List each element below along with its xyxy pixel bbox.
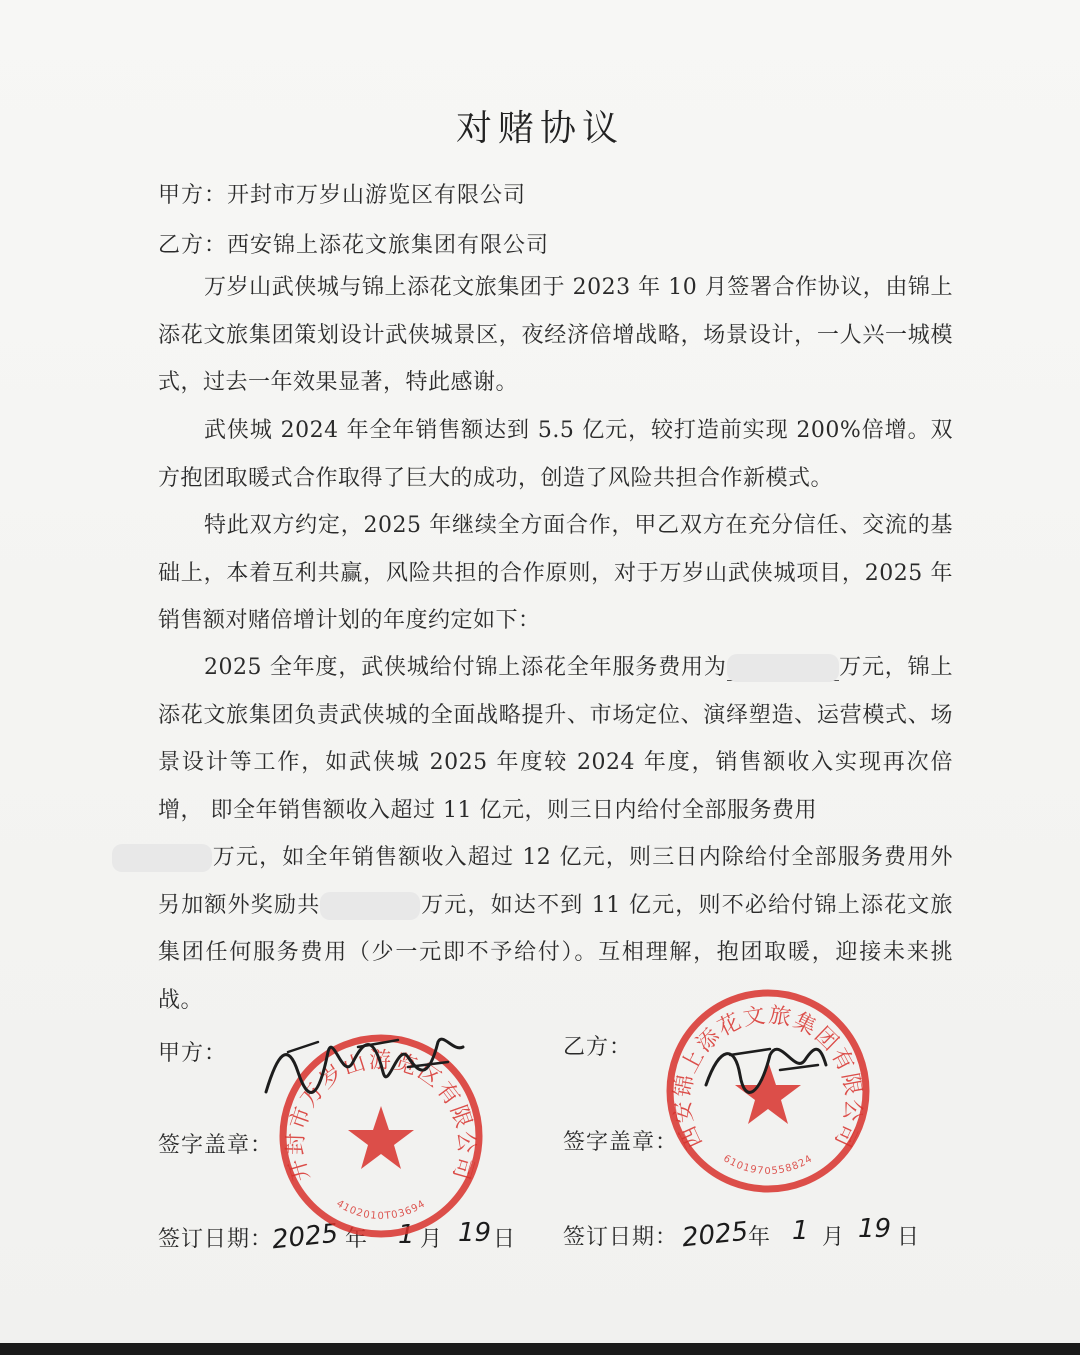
date-a-year-unit: 年 [345, 1227, 369, 1252]
party-b-line: 乙方：西安锦上添花文旅集团有限公司 [158, 233, 550, 258]
seal-a-star-icon [348, 1106, 414, 1169]
svg-text:6101970558824 [721, 1153, 815, 1177]
paragraph-4-part-b: 万元，锦上添花文旅集团负责武侠城的全面战略提升、市场定位、演绎塑造、运营模式、场景设计等工作，如武侠城 2025 年度较 2024 年度，销售额收入实现再次倍增， 即全年销售额收入超过 11 亿元，则三日内给付全部服务费用 [158, 655, 953, 823]
date-a-year: 2025 [270, 1218, 340, 1256]
party-a-handwritten-signature [258, 1012, 468, 1112]
date-b-month: 1 [792, 1216, 809, 1246]
date-a-day-unit: 日 [493, 1227, 517, 1252]
screen-bottom-bar [0, 1343, 1080, 1355]
party-b-handwritten-signature [700, 1025, 830, 1105]
redacted-amount-2 [112, 844, 212, 872]
paragraph-3: 特此双方约定，2025 年继续全方面合作，甲乙双方在充分信任、交流的基础上，本着互利共赢，风险共担的合作原则，对于万岁山武侠城项目，2025 年销售额对赌倍增计划的年度约定如下： [158, 513, 953, 633]
redacted-amount-1 [727, 655, 839, 681]
date-b-day: 19 [858, 1214, 892, 1244]
date-a-month-unit: 月 [420, 1227, 444, 1252]
date-b-year: 2025 [680, 1216, 750, 1254]
seal-b-code: 6101970558824 [721, 1153, 815, 1177]
party-a-date-label: 签订日期： [158, 1227, 274, 1252]
paragraph-4-part-d: 万元，如达不到 11 亿元，则不必给付锦上添花文旅集团任何服务费用（少一元即不予给付）。互相理解，抱团取暖，迎接未来挑战。 [158, 892, 953, 1013]
paragraph-4-part-c: 万元，如全年销售额收入超过 12 亿元，则三日内除给付全部服务费用外另加额外奖励共 [158, 845, 953, 918]
seal-a-text: 开封市万岁山游览区有限公司 [283, 1048, 479, 1184]
party-a-line: 甲方：开封市万岁山游览区有限公司 [158, 183, 527, 208]
paragraph-1: 万岁山武侠城与锦上添花文旅集团于 2023 年 10 月签署合作协议，由锦上添花文旅集团策划设计武侠城景区，夜经济倍增战略，场景设计，一人兴一城模式，过去一年效果显著，特此感谢。 [158, 275, 953, 395]
paragraph-4 [158, 644, 953, 1024]
seal-b-text: 西安锦上添花文旅集团有限公司 [670, 1002, 866, 1153]
party-a-seal-label: 签字盖章： [158, 1133, 274, 1158]
seal-a-code: 4102010T03694 [334, 1198, 428, 1222]
party-a-signature-label: 甲方： [158, 1041, 228, 1066]
date-b-month-unit: 月 [822, 1225, 846, 1250]
svg-text:4102010T03694 [334, 1198, 427, 1222]
party-b-seal-label: 签字盖章： [563, 1130, 679, 1155]
paragraph-2: 武侠城 2024 年全年销售额达到 5.5 亿元，较打造前实现 200%倍增。双方抱团取暖式合作取得了巨大的成功，创造了风险共担合作新模式。 [158, 418, 953, 491]
party-b-signature-label: 乙方： [563, 1035, 633, 1060]
paragraph-4-part-a: 2025 全年度，武侠城给付锦上添花全年服务费用为 [204, 655, 727, 680]
date-a-month: 1 [398, 1220, 415, 1250]
party-b-date-label: 签订日期： [563, 1225, 679, 1250]
date-b-day-unit: 日 [897, 1225, 921, 1250]
date-b-year-unit: 年 [748, 1225, 772, 1250]
redacted-amount-3 [320, 892, 420, 920]
date-a-day: 19 [458, 1218, 492, 1248]
document-title: 对赌协议 [455, 108, 624, 149]
